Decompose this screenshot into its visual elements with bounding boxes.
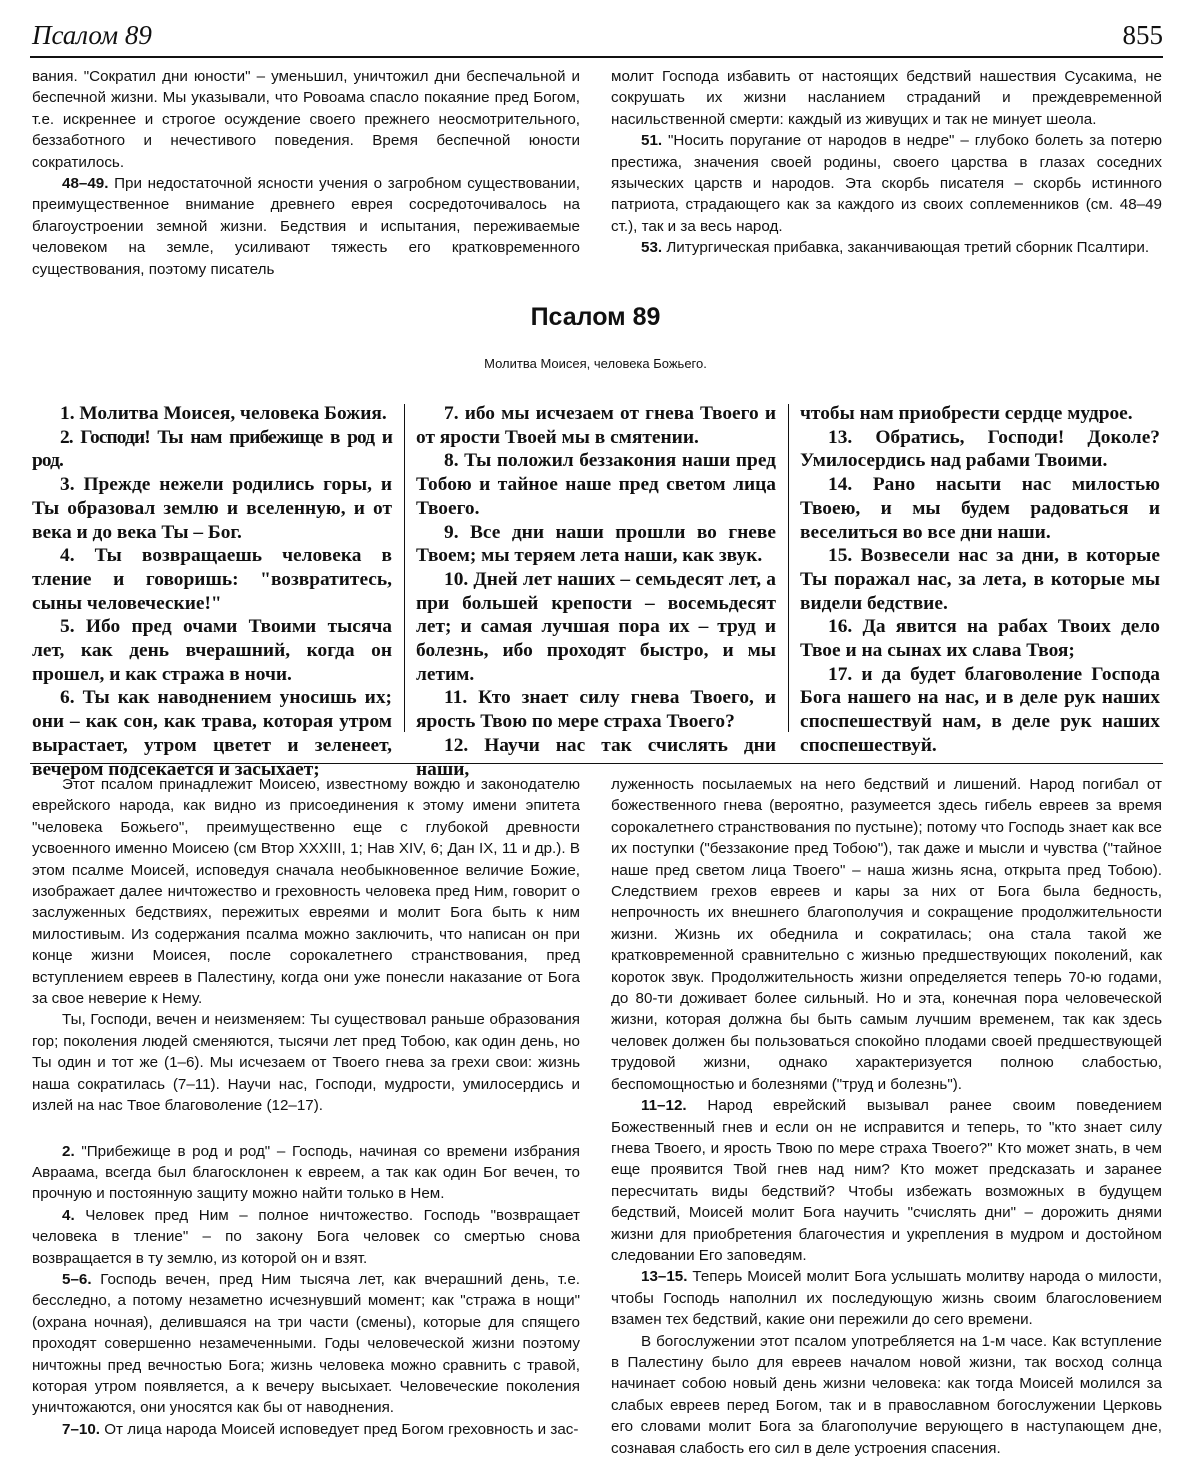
bottom-commentary-left <box>32 774 580 1440</box>
page-number: 855 <box>1122 20 1163 50</box>
header-rule <box>30 56 1163 58</box>
top-commentary-right <box>611 66 1162 259</box>
commentary-paragraph: молит Господа избавить от настоящих бедствий нашествия Сусакима, не сокрушать их жизни насланием страданий и преждевременной насильственной смерти: каждый из живущих и так не минует шеола. <box>611 68 1162 128</box>
psalm-verse: 8. Ты положил беззакония наши пред Тобою и тайное наше пред светом лица Твоего. <box>416 450 776 519</box>
commentary-paragraph: 48–49. При недостаточной ясности учения о загробном существовании, преимущественное внимание древнего еврея сосредоточивалось на благоустроении земной жизни. Бедствия и испытания, переживаемые человеком на земле, усиливают тяжесть его кратковременного существования, поэтому писатель <box>32 175 580 278</box>
paragraph-gap <box>32 1117 580 1141</box>
commentary-paragraph: луженность посылаемых на него бедствий и лишений. Народ погибал от божественного гнева (вероятно, разумеется здесь гибель евреев за время сорокалетнего странствования по пустыне); потому что Господь знает как все их поступки ("беззаконие пред Тобою"), так даже и мысли и чувства ("тайное наше пред светом лица Твоего" – наша жизнь ясна, открыта пред Тобою). Следствием грехов евреев и кары за них от Бога была бедность, непрочность их внешнего благополучия и сокращение продолжительности жизни. Жизнь их обеднила и сократилась; она стала такой же кратковременной сравнительно с жизнью предшествующих поколений, как короток звук. Продолжительность жизни определяется теперь 70-ю годами, до 80-ти доживает более сильный. Но и эта, конечная пора человеческой жизни, которая должна бы быть самым лучшим временем, так как здесь человек должен бы пользоваться спокойно плодами своей предшествующей трудовой жизни, однако характеризуется полною слабостью, беспомощностью и болезнями ("труд и болезнь"). <box>611 776 1162 1093</box>
intro-paragraph: Этот псалом принадлежит Моисею, известному вождю и законодателю еврейского народа, как видно из присоединения к этому имени эпитета "человека Божьего", преимущественно еще с глубокой древности усвоенного именно Моисею (см Втор XXXIII, 1; Нав XIV, 6; Дан IX, 11 и др.). В этом псалме Моисей, исповедуя сначала необыкновенное величие Божие, изображает далее ничтожество и греховность человека пред Ним, говорит о заслуженных бедствиях, пережитых евреями и молит Бога быть к ним милостивым. Из содержания псалма можно заключить, что написан он при конце жизни Моисея, после сорокалетнего странствования, пред вступлением евреев в Палестину, когда они уже понесли наказание от Бога за свое неверие к Нему. <box>32 776 580 1008</box>
commentary-paragraph: В богослужении этот псалом употребляется на 1-м часе. Как вступление в Палестину было для евреев началом новой жизни, так восход солнца начинает собою новый день жизни человека: как тогда Моисей молился за слабых евреев перед Богом, так и в православном богослужении Церковь его словами молит Бога за благополучие верующего в наступающем дне, сознавая слабость его сил в деле устроения спасения. <box>611 1332 1162 1457</box>
top-commentary-left <box>32 66 580 280</box>
running-title: Псалом 89 <box>32 20 152 50</box>
commentary-paragraph: 51. "Носить поругание от народов в недре" – глубоко болеть за потерю престижа, значения своей родины, своего царства в глазах соседних языческих царств и народов. Эта скорбь писателя – скорбь истинного патриота, страдающего как за каждого из своих соплеменников (см. 48–49 ст.), так и за весь народ. <box>611 132 1162 235</box>
psalm-verse: 15. Возвесели нас за дни, в которые Ты поражал нас, за лета, в которые мы видели бедствие. <box>800 545 1160 614</box>
commentary-paragraph: 11–12. Народ еврейский вызывал ранее своим поведением Божественный гнев и если он не исправится и теперь, то "кто знает силу гнева Твоего, и ярость Твою по мере страха Твоего?" Кто может знать, в чем еще проявится Твой гнев над ним? Кто может предсказать и заранее пересчитать виды бедствий? Чтобы избежать возможных в будущем бедствий, Моисей молит Бога научить "счислять дни" – дорожить днями жизни для приобретения благочестия и укрепления в мудром и достойном следовании Его заповедям. <box>611 1097 1162 1264</box>
psalm-verse: 16. Да явится на рабах Твоих дело Твое и на сынах их слава Твоя; <box>800 616 1160 662</box>
psalm-verse: 14. Рано насыти нас милостью Твоею, и мы будем радоваться и веселиться во все дни наши. <box>800 474 1160 543</box>
intro-paragraph: Ты, Господи, вечен и неизменяем: Ты существовал раньше образования гор; поколения людей сменяются, тысячи лет пред Тобою, как один день, но Ты один и тот же (1–6). Мы исчезаем от Твоего гнева за грехи свои: жизнь наша сократилась (7–11). Научи нас, Господи, мудрости, умилосердись и излей на нас Твое благоволение (12–17). <box>32 1011 580 1115</box>
psalm-verse: 9. Все дни наши прошли во гневе Твоем; мы теряем лета наши, как звук. <box>416 521 776 567</box>
psalm-verse: 10. Дней лет наших – семьдесят лет, а при большей крепости – восемьдесят лет; и самая лучшая пора их – труд и болезнь, ибо проходят быстро, и мы летим. <box>416 568 776 685</box>
bottom-commentary-right <box>611 774 1162 1459</box>
psalm-verse: 4. Ты возвращаешь человека в тление и говоришь: "возвратитесь, сыны человеческие!" <box>32 545 392 614</box>
psalm-column-3 <box>800 402 1160 758</box>
verse-ref: 11–12. <box>641 1097 687 1115</box>
section-rule <box>30 763 1163 764</box>
psalm-column-1 <box>32 402 392 781</box>
verse-ref: 53. <box>641 239 663 257</box>
verse-ref: 48–49. <box>62 175 109 193</box>
running-header <box>32 20 1163 52</box>
psalm-verse: 13. Обратись, Господи! Доколе? Умилосердись над рабами Твоими. <box>800 426 1160 472</box>
psalm-verse: чтобы нам приобрести сердце мудрое. <box>800 403 1133 424</box>
commentary-paragraph: 5–6. Господь вечен, пред Ним тысяча лет, как вчерашний день, т.е. бесследно, а потому незаметно исчезнувший момент; как "стража в нощи" (охрана ночная), делившаяся на три части (смены), которые для спящего проходят совершенно незамеченными. Годы человеческой жизни поэтому ничтожны пред вечностью Бога; жизнь человека можно сравнить с травой, которая утром появляется, а к вечеру высыхает. Человеческие поколения уничтожаются, они уносятся как бы от наводнения. <box>32 1270 580 1417</box>
psalm-verse: 1. Молитва Моисея, человека Божия. <box>60 403 387 424</box>
psalm-verse: 12. Научи нас так счислять дни наши, <box>416 734 776 780</box>
verse-ref: 2. <box>62 1142 75 1160</box>
psalm-verse: 6. Ты как наводнением уносишь их; они – как сон, как трава, которая утром вырастает, утром цветет и зеленеет, вечером подсекается и засыхает; <box>32 687 392 780</box>
verse-ref: 7–10. <box>62 1420 101 1438</box>
commentary-paragraph: 4. Человек пред Ним – полное ничтожество. Господь "возвращает человека в тление" – по закону Бога человек со смертью снова возвращается в ту землю, из которой он и взят. <box>32 1206 580 1267</box>
column-divider <box>404 404 405 732</box>
commentary-paragraph: 53. Литургическая прибавка, заканчивающая третий сборник Псалтири. <box>641 239 1150 257</box>
verse-ref: 4. <box>62 1206 75 1224</box>
psalm-title: Псалом 89 <box>530 303 661 331</box>
column-divider <box>788 404 789 732</box>
psalm-subtitle: Молитва Моисея, человека Божьего. <box>484 356 707 371</box>
verse-ref: 51. <box>641 132 663 150</box>
commentary-paragraph: 7–10. От лица народа Моисей исповедует пред Богом греховность и зас- <box>62 1420 579 1438</box>
psalm-verse: 17. и да будет благоволение Господа Бога нашего на нас, и в деле рук наших споспешествуй нам, в деле рук наших споспешествуй. <box>800 663 1160 756</box>
verse-ref: 13–15. <box>641 1268 688 1286</box>
psalm-column-2 <box>416 402 776 781</box>
psalm-verse: 5. Ибо пред очами Твоими тысяча лет, как день вчерашний, когда он прошел, и как стража в ночи. <box>32 616 392 685</box>
psalm-verse: 2. Господи! Ты нам прибежище в род и род. <box>32 426 392 472</box>
psalm-verse: 11. Кто знает силу гнева Твоего, и ярость Твою по мере страха Твоего? <box>416 687 776 733</box>
commentary-paragraph: 13–15. Теперь Моисей молит Бога услышать молитву народа о милости, чтобы Господь наполнил их последующую жизнь своим благословением взамен тех бедствий, какие они пережили до сего времени. <box>611 1268 1162 1329</box>
psalm-verse: 7. ибо мы исчезаем от гнева Твоего и от ярости Твоей мы в смятении. <box>416 403 776 448</box>
verse-ref: 5–6. <box>62 1270 92 1288</box>
commentary-paragraph: 2. "Прибежище в род и род" – Господь, начиная со времени избрания Авраама, всегда был благосклонен к евреем, а так как один Бог вечен, то прочную и постоянную защиту можно найти только в Нем. <box>32 1142 580 1203</box>
commentary-paragraph: вания. "Сократил дни юности" – уменьшил, уничтожил дни беспечальной и беспечной жизни. Мы указывали, что Ровоама спасло покаяние пред Богом, т.е. искреннее и строгое осуждение своего прежнего неосмотрительного, беззаботного и нечестивого поведения. Время беспечной юности сократилось. <box>32 68 580 171</box>
psalm-verse: 3. Прежде нежели родились горы, и Ты образовал землю и вселенную, и от века и до века Ты – Бог. <box>32 474 392 543</box>
